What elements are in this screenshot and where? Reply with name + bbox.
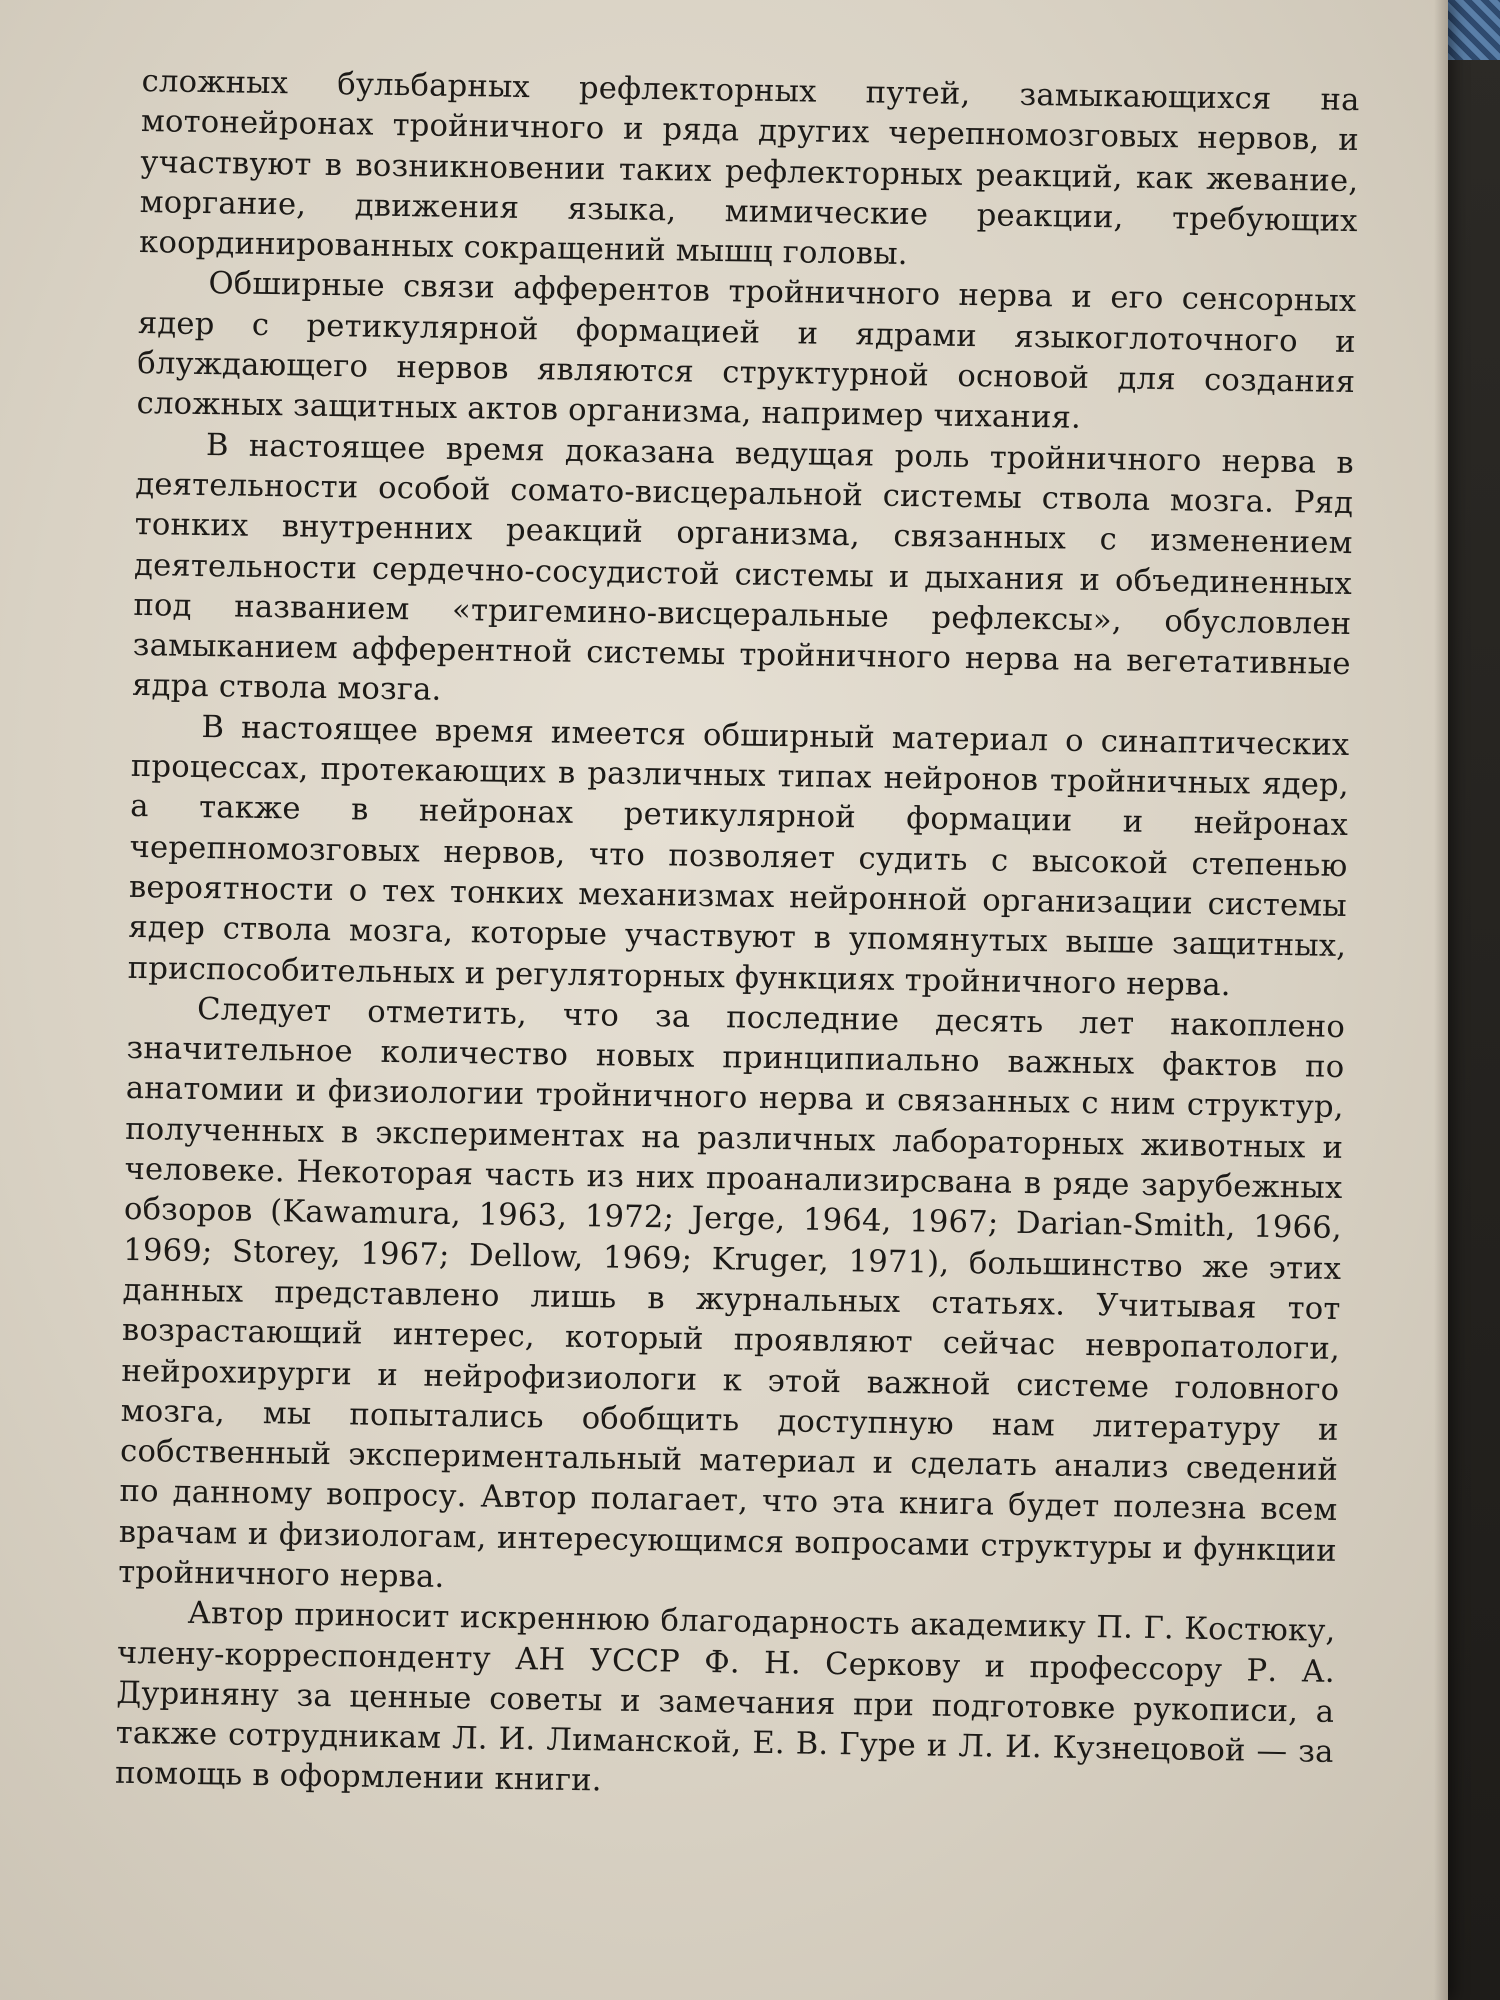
paragraph-2: Обширные связи афферентов тройничного нерва и его сенсорных ядер с ретикулярной формацией и ядрами языкоглоточного и блуждающего нервов являются структурной основой для создания сложных защитных актов организма, например чихания. (136, 266, 1357, 437)
paragraph-5: Следует отметить, что за последние десять лет накоплено значительное количество новых принципиально важных фактов по анатомии и физиологии тройничного нерва и связанных с ним структур, полученных в экспериментах на различных лабораторных животных и человеке. Некоторая часть из них проанализирсвана в ряде зарубежных обзоров (Kawamura, 1963, 1972; Jerge, 1964, 1967; Darian-Smith, 1966, 1969; Storey, 1967; Dellow, 1969; Kruger, 1971), большинство же этих данных представлено лишь в журнальных статьях. Учитывая тот возрастающий интерес, который проявляют сейчас невропатологи, нейрохирурги и нейрофизиологи к этой важной системе головного мозга, мы попытались обобщить доступную нам литературу и собственный экспериментальный материал и сделать анализ сведений по данному вопросу. Автор полагает, что эта книга будет полезна всем врачам и физиологам, интересующимся вопросами структуры и функции тройничного нерва. (117, 991, 1346, 1595)
page-edge-shadow (1434, 0, 1448, 2000)
paragraph-4: В настоящее время имеется обширный материал о синаптических процессах, протекающих в различных типах нейронов тройничных ядер, а также в нейронах ретикулярной формации и нейронах черепномозговых нервов, что позволяет судить с высокой степенью вероятности о тех тонких механизмах нейронной организации системы ядер ствола мозга, которые участвуют в упомянутых выше защитных, приспособительных и регуляторных функциях тройничного нерва. (127, 709, 1350, 1003)
paragraph-3: В настоящее время доказана ведущая роль тройничного нерва в деятельности особой сомато-висцеральной системы ствола мозга. Ряд тонких внутренних реакций организма, связанных с изменением деятельности сердечно-сосудистой системы и дыхания и объединенных под названием «тригемино-висцеральные рефлексы», обусловлен замыканием афферентной системы тройничного нерва на вегетативные ядра ствола мозга. (131, 427, 1355, 709)
paragraph-1: сложных бульбарных рефлекторных путей, замыкающихся на мотонейронах тройничного и ряда других черепномозговых нервов, и участвуют в возникновении таких рефлекторных реакций, как жевание, моргание, движения языка, мимические реакции, требующих координированных сокращений мышц головы. (138, 63, 1360, 273)
paragraph-6: Автор приносит искреннюю благодарность академику П. Г. Костюку, члену-корреспонденту АН УССР Ф. Н. Серкову и профессору Р. А. Дуриняну за ценные советы и замечания при подготовке рукописи, а также сотрудникам Л. И. Лиманской, Е. В. Гуре и Л. И. Кузнецовой — за помощь в оформлении книги. (114, 1596, 1336, 1799)
page-text-block (115, 62, 1360, 1814)
